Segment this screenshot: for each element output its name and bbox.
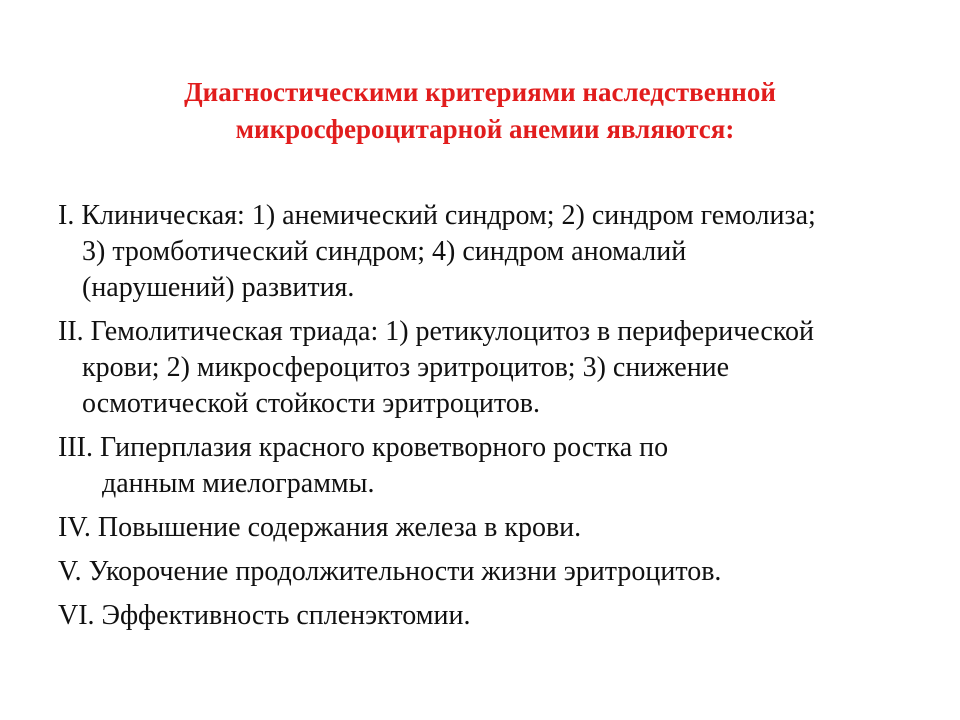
criterion-line: 3) тромботический синдром; 4) синдром аномалий [82,236,687,267]
criterion-item [58,598,938,634]
criterion-line: II. Гемолитическая триада: 1) ретикулоцитоз в периферической [58,316,815,347]
criterion-item [58,554,938,590]
criterion-line: III. Гиперплазия красного кроветворного ростка по [58,432,669,463]
criteria-list [58,198,938,642]
criterion-item [58,314,938,422]
slide-title [100,74,860,148]
criterion-item [58,430,938,502]
criterion-line: VI. Эффективность спленэктомии. [58,600,471,631]
criterion-line: I. Клиническая: 1) анемический синдром; 2) синдром гемолиза; [58,200,816,231]
title-line-1: Диагностическими критериями наследственной [184,77,776,107]
criterion-item [58,510,938,546]
criterion-line: (нарушений) развития. [82,272,355,303]
criterion-line: IV. Повышение содержания железа в крови. [58,512,582,543]
criterion-line: данным миелограммы. [102,468,375,499]
criterion-line: осмотической стойкости эритроцитов. [82,388,540,419]
criterion-item [58,198,938,306]
criterion-line: V. Укорочение продолжительности жизни эритроцитов. [58,556,722,587]
title-line-2: микросфероцитарной анемии являются: [235,114,735,144]
criterion-line: крови; 2) микросфероцитоз эритроцитов; 3) снижение [82,352,730,383]
